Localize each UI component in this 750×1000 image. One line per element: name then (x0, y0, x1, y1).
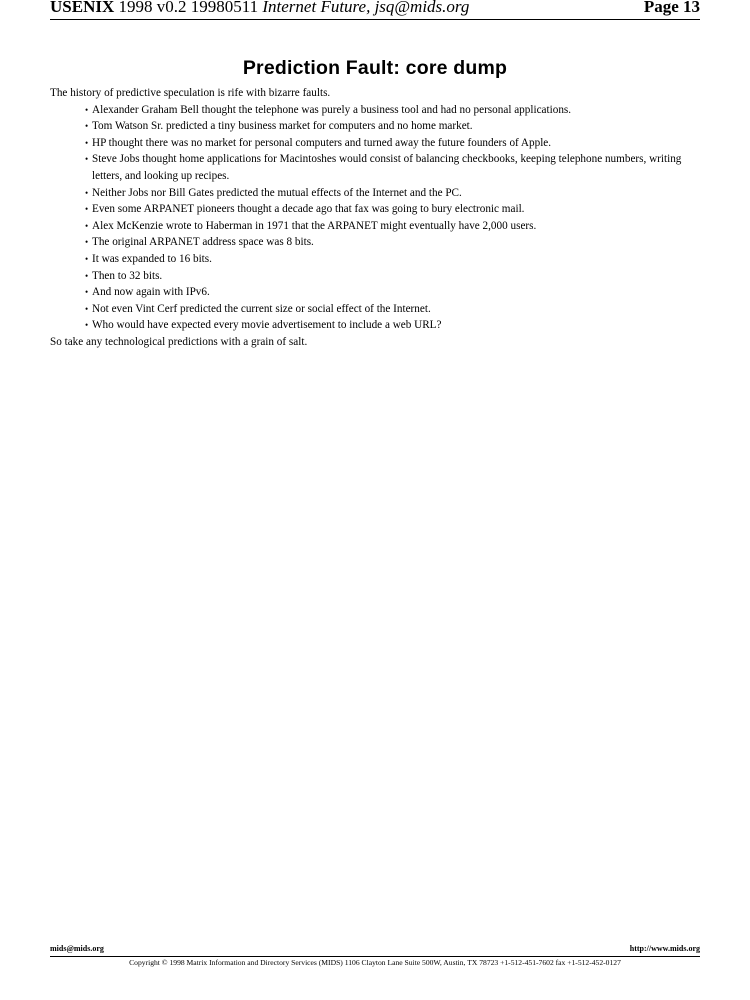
bullet-item: • Alexander Graham Bell thought the telephone was purely a business tool and had no personal applications. (85, 102, 700, 119)
bullet-item: • Who would have expected every movie advertisement to include a web URL? (85, 317, 700, 334)
page-number: Page 13 (643, 0, 700, 16)
header-info (50, 0, 469, 17)
bullet-item: • Neither Jobs nor Bill Gates predicted the mutual effects of the Internet and the PC. (85, 185, 700, 202)
bullet-item: • Tom Watson Sr. predicted a tiny business market for computers and no home market. (85, 118, 700, 135)
header-rule (50, 19, 700, 20)
slide-content (50, 85, 700, 351)
document-title: Internet Future, jsq@mids.org (258, 0, 469, 16)
bullet-item: • HP thought there was no market for personal computers and turned away the future founders of Apple. (85, 135, 700, 152)
bullet-item: • Even some ARPANET pioneers thought a decade ago that fax was going to bury electronic mail. (85, 201, 700, 218)
footer-url: http://www.mids.org (629, 944, 700, 953)
bullet-item: • Not even Vint Cerf predicted the current size or social effect of the Internet. (85, 301, 700, 318)
footer-rule (50, 956, 700, 957)
bullet-item: • It was expanded to 16 bits. (85, 251, 700, 268)
footer-email: mids@mids.org (50, 944, 104, 953)
copyright-notice: Copyright © 1998 Matrix Information and Directory Services (MIDS) 1106 Clayton Lane Suite 500W, Austin, TX 78723 +1-512-451-7602 fax +1-512-452-0127 (129, 958, 621, 967)
bullet-item: • Then to 32 bits. (85, 268, 700, 285)
slide-title: Prediction Fault: core dump (242, 57, 508, 79)
bullet-item: • Steve Jobs thought home applications for Macintoshes would consist of balancing checkbooks, keeping telephone numbers, writing letters, and looking up recipes. (85, 151, 700, 184)
bullet-item: • And now again with IPv6. (85, 284, 700, 301)
page-header (0, 0, 750, 20)
author-email: jsq@mids.org (374, 0, 470, 16)
conference-name: USENIX (50, 0, 115, 16)
version-info: 1998 v0.2 19980511 (118, 0, 259, 16)
bullet-item: • Alex McKenzie wrote to Haberman in 1971 that the ARPANET might eventually have 2,000 users. (85, 218, 700, 235)
bullet-list (50, 102, 700, 334)
intro-text: The history of predictive speculation is rife with bizarre faults. (50, 87, 331, 99)
bullet-item: • The original ARPANET address space was 8 bits. (85, 234, 700, 251)
conclusion-text: So take any technological predictions with a grain of salt. (50, 335, 308, 348)
